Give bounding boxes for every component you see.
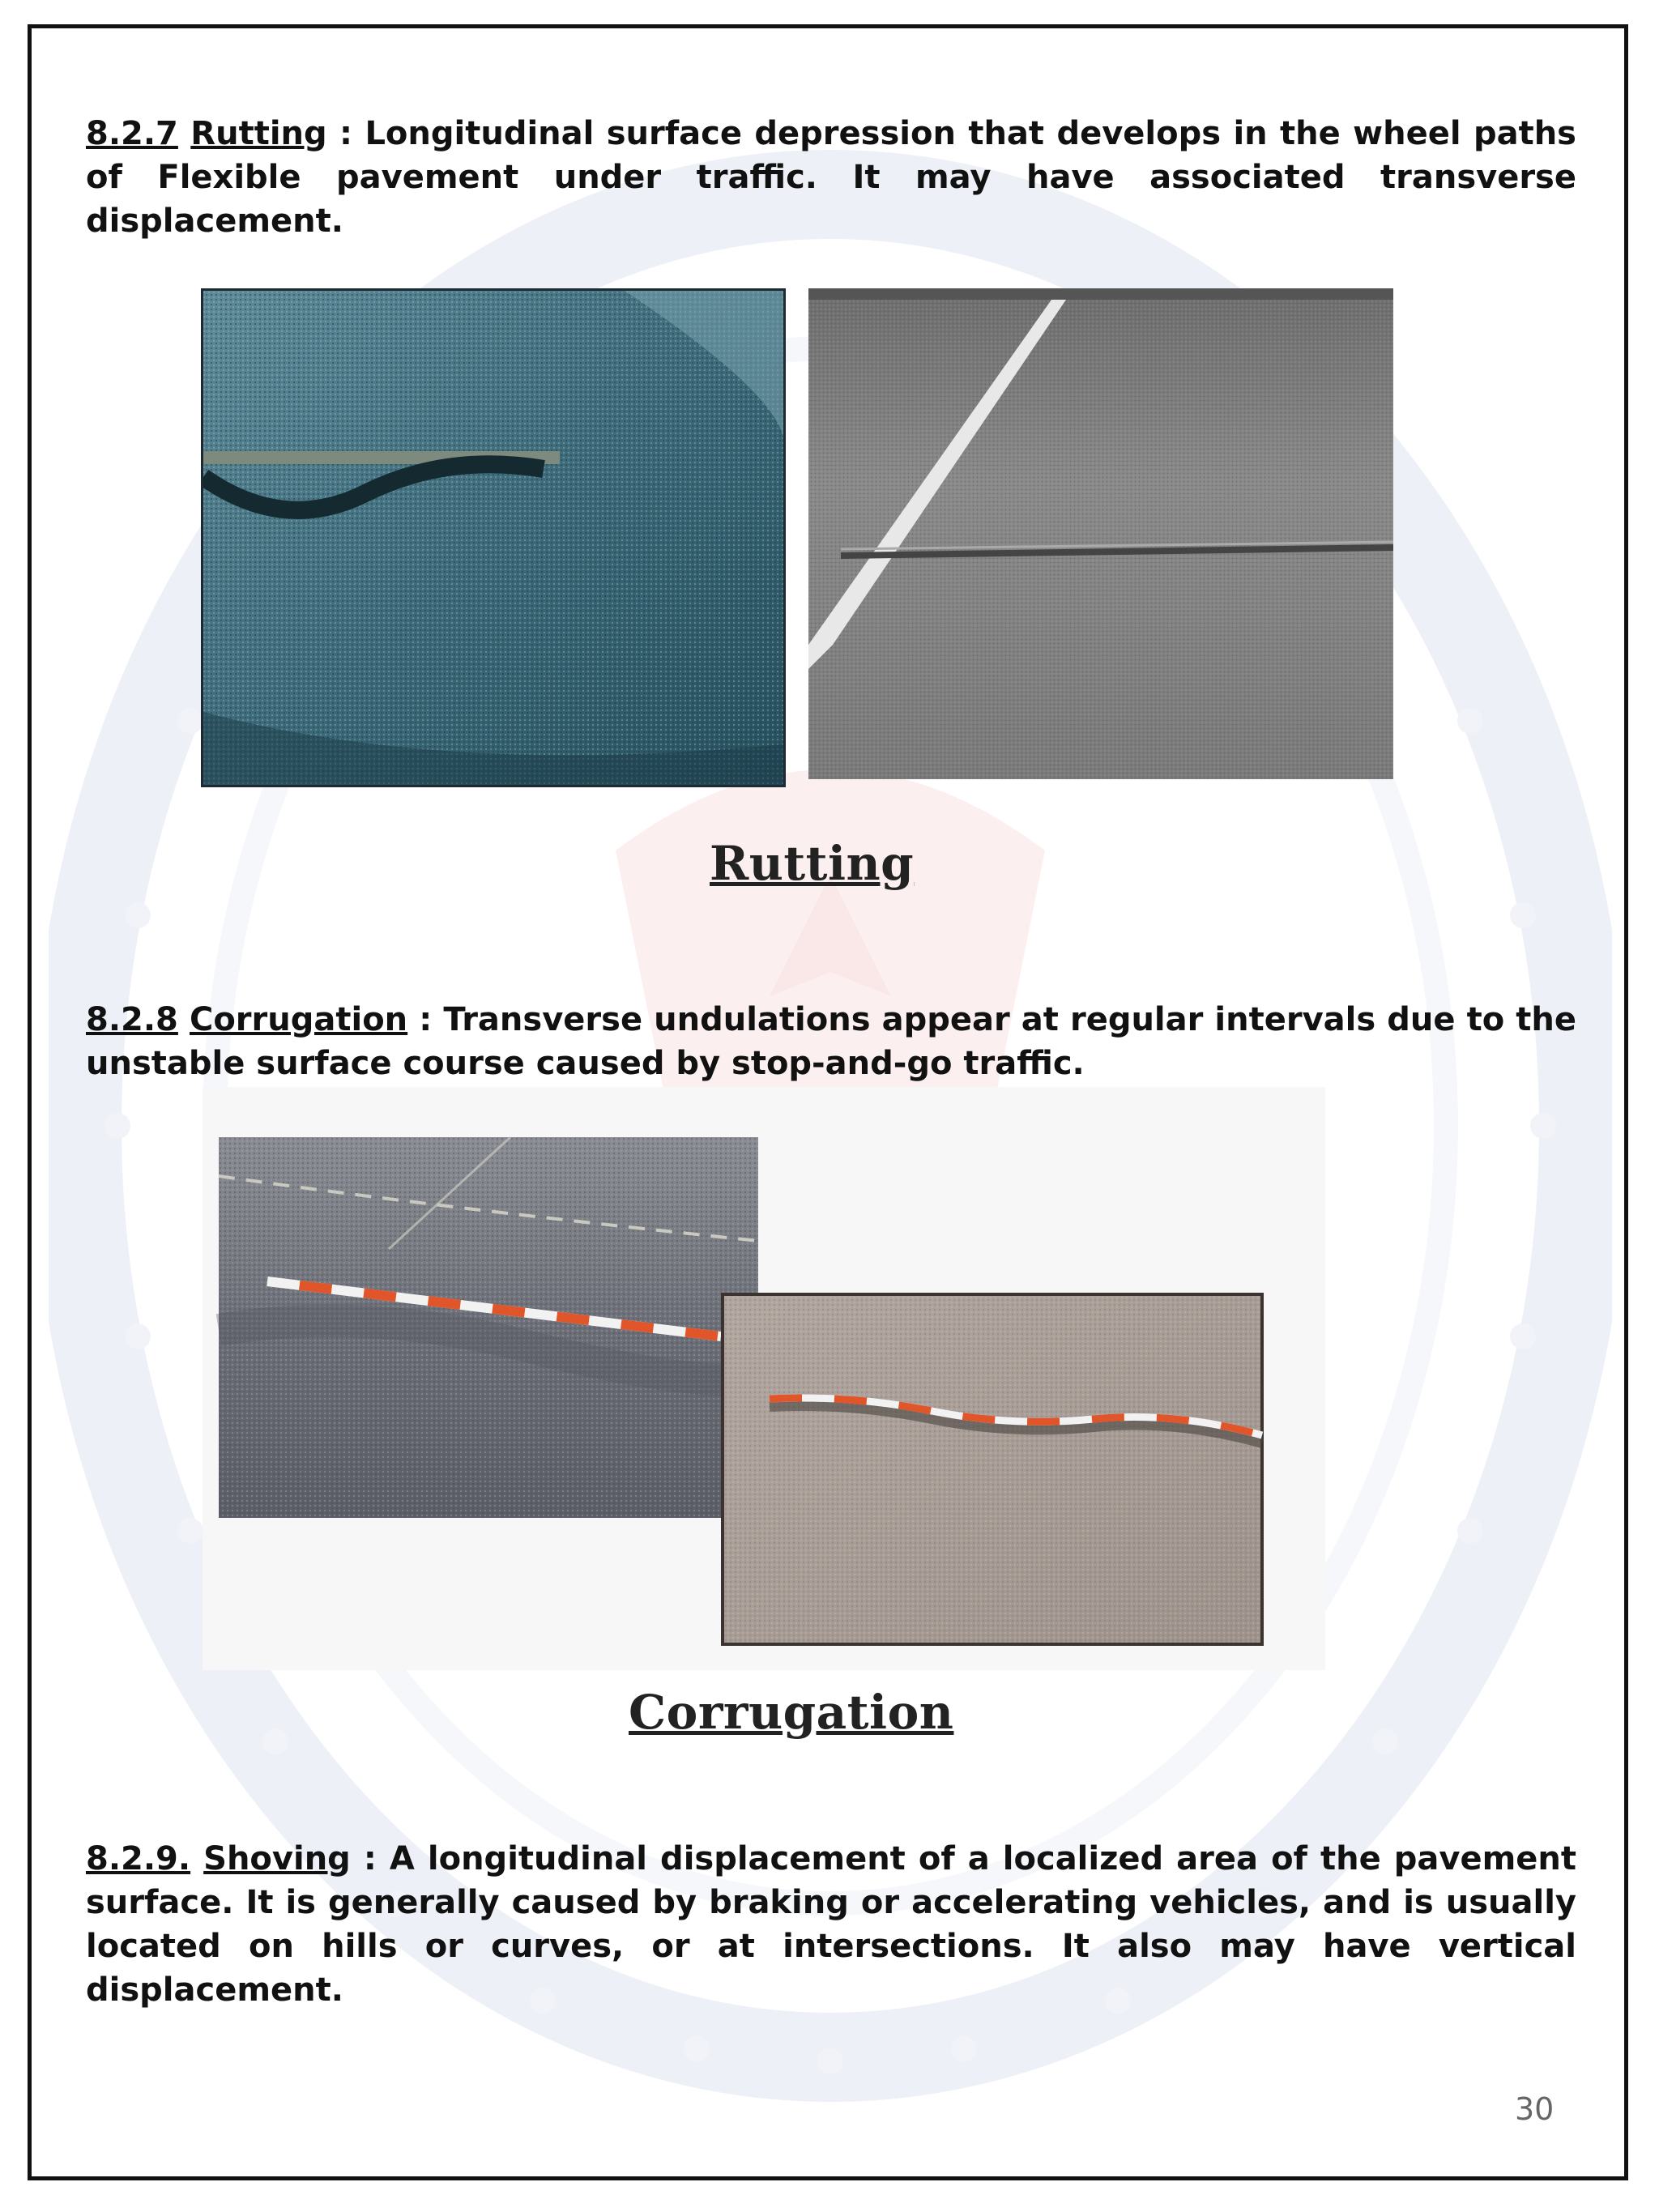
section-term: Rutting xyxy=(190,115,327,152)
corrugation-figure xyxy=(203,1087,1325,1670)
corrugation-caption: Corrugation xyxy=(629,1685,954,1740)
section-separator: : xyxy=(350,1840,390,1877)
rutting-photo-right xyxy=(808,288,1393,779)
section-definition: Longitudinal surface depression that develops in the wheel paths of Flexible pavement under traffic. It may have associated transverse displacement. xyxy=(86,115,1576,240)
section-separator: : xyxy=(326,115,365,152)
section-number: 8.2.9. xyxy=(86,1840,191,1877)
section-definition: A longitudinal displacement of a localized area of the pavement surface. It is generally caused by braking or accelerating vehicles, and is usually located on hills or curves, or at intersections. It also may have vertical displacement. xyxy=(86,1840,1576,2009)
rutting-caption: Rutting xyxy=(710,836,915,891)
section-term: Shoving xyxy=(203,1840,351,1877)
section-term: Corrugation xyxy=(189,1001,408,1038)
section-separator: : xyxy=(407,1001,444,1038)
page-number: 30 xyxy=(1515,2091,1555,2127)
section-number: 8.2.8 xyxy=(86,1001,178,1038)
section-rutting xyxy=(86,112,1576,243)
rutting-photo-left xyxy=(201,288,786,787)
section-number: 8.2.7 xyxy=(86,115,178,152)
section-definition: Transverse undulations appear at regular intervals due to the unstable surface course caused by stop-and-go traffic. xyxy=(86,1001,1576,1082)
section-shoving xyxy=(86,1837,1576,2012)
section-corrugation xyxy=(86,998,1576,1085)
